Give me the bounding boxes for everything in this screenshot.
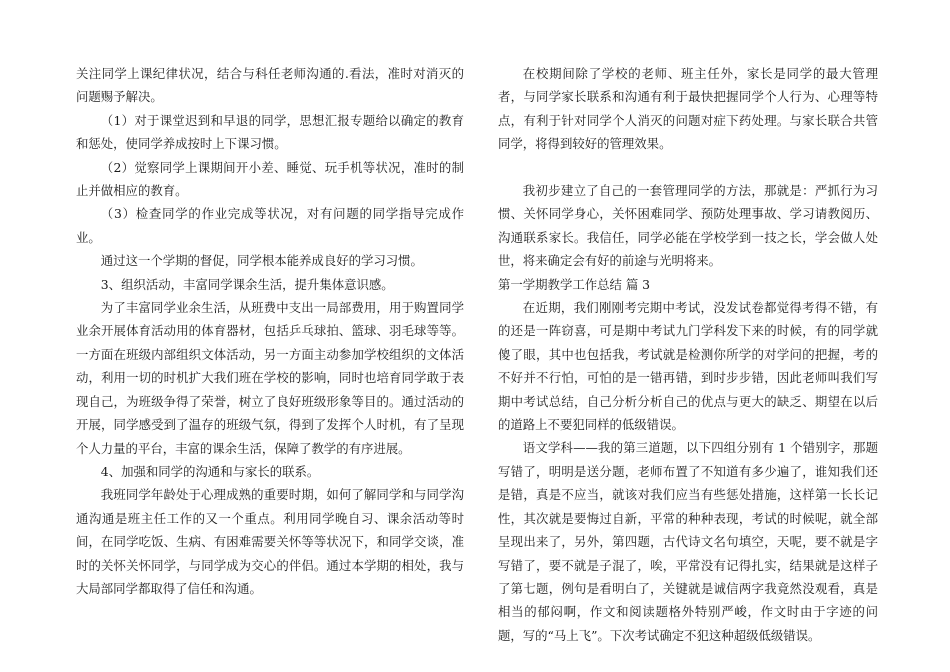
right-paragraph-2: 我初步建立了自己的一套管理同学的方法，那就是：严抓行为习惯、关怀同学身心，关怀困难同学、预防处理事故、学习请教阅历、沟通联系家长。我信任，同学必能在学校学到一技之长，学会做人处世，将来确定会有好的前途与光明将来。: [498, 183, 878, 269]
paragraph-spacer: [498, 156, 878, 179]
left-paragraph-6: 为了丰富同学业余生活，从班费中支出一局部费用，用于购置同学业余开展体育活动用的体育器材，包括乒乓球拍、篮球、羽毛球等等。一方面在班级内部组织文体活动，另一方面主动参加学校组织的文体活动，利用一切的时机扩大我们班在学校的影响，同时也培育同学敢于表现自己，为班级争得了荣誉，树立了良好班级形象等目的。通过活动的开展，同学感受到了温存的班级气氛，得到了发挥个人时机，有了呈现个人力量的平台，丰富的课余生活，保障了教学的有序进展。: [76, 300, 464, 456]
left-paragraph-7: 我班同学年龄处于心理成熟的重要时期，如何了解同学和与同学沟通沟通是班主任工作的又一个重点。利用同学晚自习、课余活动等时间，在同学吃饭、生病、有困难需要关怀等等状况下，和同学交谈，准时的关怀关怀同学，与同学成为交心的伴侣。通过本学期的相处，我与大局部同学都取得了信任和沟通。: [76, 487, 464, 596]
left-paragraph-4: （3）检查同学的作业完成等状况，对有问题的同学指导完成作业。: [76, 206, 464, 245]
left-column: [76, 62, 464, 600]
right-paragraph-4: 语文学科——我的第三道题，以下四组分别有 1 个错别字，那题写错了，明明是送分题，老师布置了不知道有多少遍了，谁知我们还是错，真是不应当，就该对我们应当有些惩处措施，这样第一长长记性，其次就是要悔过自新，平常的种种表现，考试的时候呢，就全部呈现出来了，另外，第四题，古代诗文名句填空，天呢，要不就是字写错了，要不就是子混了，唉，平常没有记得扎实，结果就是这样子了第七题，例句是看明白了，关键就是诚信两字我竟然没观看，真是相当的郁闷啊，作文和阅读题格外特别严峻，作文时由于字迹的问题，写的“马上飞”。下次考试确定不犯这种超级低级错误。: [498, 440, 878, 643]
right-paragraph-1: 在校期间除了学校的老师、班主任外，家长是同学的最大管理者，与同学家长联系和沟通有利于最快把握同学个人行为、心理等特点，有利于针对同学个人消灭的问题对症下药处理。与家长联合共管同学，将得到较好的管理效果。: [498, 66, 878, 152]
left-paragraph-1: 关注同学上课纪律状况，结合与科任老师沟通的.看法，准时对消灭的问题赐予解决。: [76, 66, 464, 105]
left-section-heading-4: 4、加强和同学的沟通和与家长的联系。: [100, 463, 320, 479]
left-paragraph-2: （1）对于课堂迟到和早退的同学，思想汇报专题给以确定的教育和惩处，使同学养成按时上下课习惯。: [76, 112, 464, 152]
right-paragraph-3: 在近期，我们刚刚考完期中考试，没发试卷都觉得考得不错，有的还是一阵窃喜，可是期中考试九门学科发下来的时候，有的同学就傻了眼，其中也包括我，考试就是检测你所学的对学问的把握，考的不好并不行怕，可怕的是一错再错，到时步步错，因此老师叫我们写期中考试总结，自己分析分析自己的优点与更大的缺乏、期望在以后的道路上不要犯同样的低级错误。: [498, 300, 878, 433]
left-paragraph-3: （2）觉察同学上课期间开小差、睡觉、玩手机等状况，准时的制止并做相应的教育。: [76, 159, 464, 199]
left-section-heading-3: 3、组织活动，丰富同学课余生活，提升集体意识感。: [100, 276, 394, 292]
left-paragraph-5: 通过这一个学期的督促，同学根本能养成良好的学习习惯。: [100, 253, 423, 269]
right-column: [498, 62, 878, 647]
section-heading: 第一学期教学工作总结 篇 3: [498, 276, 651, 292]
